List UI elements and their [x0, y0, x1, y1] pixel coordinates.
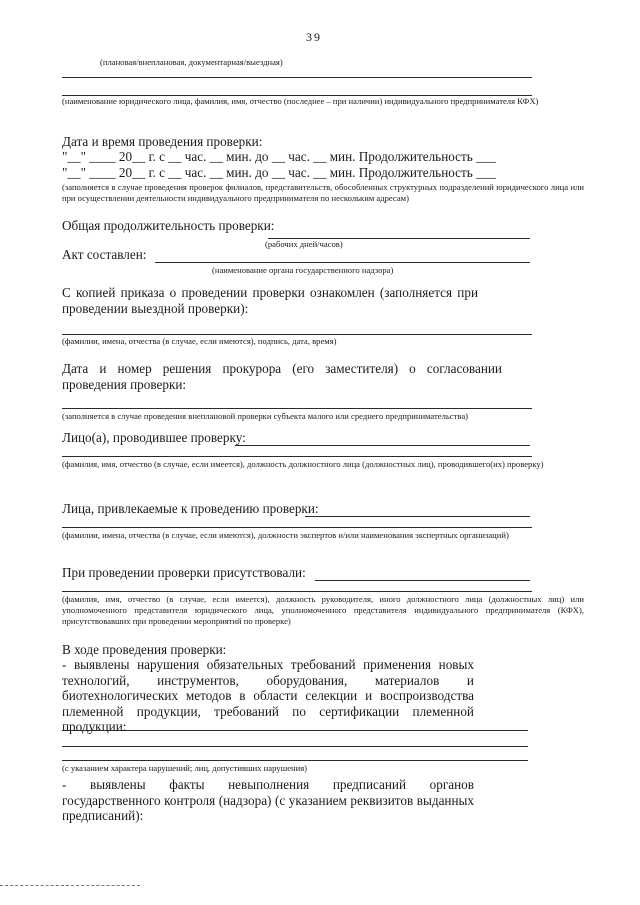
datetime-heading: Дата и время проведения проверки:: [62, 134, 263, 149]
blank-line: [155, 262, 530, 263]
inspector-caption: (фамилия, имя, отчество (в случае, если имеется), должность должностного лица (должностных лиц), проводившего(их) проверку): [62, 459, 544, 469]
blank-line: [235, 445, 530, 446]
findings-item-2: - выявлены факты невыполнения предписаний органов государственного контроля (надзора) (с указанием реквизитов выданных предписаний):: [62, 777, 474, 823]
prosecutor-text: Дата и номер решения прокурора (его заместителя) о согласовании проведения проверки:: [62, 361, 502, 392]
blank-line: [62, 77, 532, 78]
datetime-note: (заполняется в случае проведения проверок филиалов, представительств, обособленных структурных подразделений юридического лица или при осуществлении деятельности индивидуального предпринимателя по нескольким адресам): [62, 182, 584, 203]
prosecutor-caption: (заполняется в случае проведения внеплановой проверки субъекта малого или среднего предпринимательства): [62, 411, 468, 421]
involved-caption: (фамилии, имена, отчества (в случае, если имеются), должности экспертов и/или наименования экспертных организаций): [62, 530, 509, 540]
entity-name-caption: (наименование юридического лица, фамилия, имя, отчество (последнее – при наличии) индивидуального предпринимателя КФХ): [62, 96, 539, 106]
blank-line: [62, 730, 528, 731]
datetime-row-2: "__" ____ 20__ г. с __ час. __ мин. до __ час. __ мин. Продолжительность ___: [62, 165, 496, 180]
blank-line: [62, 591, 532, 592]
blank-line: [305, 516, 530, 517]
order-copy-text: С копией приказа о проведении проверки ознакомлен (заполняется при проведении выездной проверки):: [62, 285, 478, 316]
blank-line: [315, 580, 530, 581]
blank-line: [62, 334, 532, 335]
act-compiled-label: Акт составлен:: [62, 247, 147, 262]
blank-line: [62, 527, 532, 528]
blank-line: [62, 456, 532, 457]
blank-line: [62, 746, 528, 747]
blank-line: [62, 760, 528, 761]
findings-heading: В ходе проведения проверки:: [62, 642, 227, 657]
total-duration-caption: (рабочих дней/часов): [265, 239, 343, 249]
blank-line: [62, 408, 532, 409]
findings-item-1-caption: (с указанием характера нарушений; лиц, допустивших нарушения): [62, 763, 308, 773]
datetime-row-1: "__" ____ 20__ г. с __ час. __ мин. до __ час. __ мин. Продолжительность ___: [62, 149, 496, 164]
findings-item-1: - выявлены нарушения обязательных требований применения новых технологий, инструментов, оборудования, материалов и биотехнологических методов в области селекции и воспроизводства племенной продукции, требований по сертификации племенной продукции:: [62, 657, 474, 734]
involved-label: Лица, привлекаемые к проведению проверки:: [62, 501, 319, 516]
act-compiled-caption: (наименование органа государственного надзора): [212, 265, 394, 275]
inspector-label: Лицо(а), проводившее проверку:: [62, 430, 246, 445]
order-copy-caption: (фамилии, имена, отчества (в случае, если имеются), подпись, дата, время): [62, 336, 337, 346]
present-caption: (фамилия, имя, отчество (в случае, если имеется), должность руководителя, иного должностного лица (должностных лиц) или уполномоченного представителя юридического лица, уполномоченного представителя индивидуального предпринимателя (КФХ), присутствовавших при проведении мероприятий по проверке): [62, 594, 584, 626]
scan-artifact: [0, 885, 140, 886]
page-number: 39: [306, 30, 322, 44]
total-duration-label: Общая продолжительность проверки:: [62, 218, 275, 233]
inspection-type-caption: (плановая/внеплановая, документарная/выездная): [100, 57, 283, 67]
present-label: При проведении проверки присутствовали:: [62, 565, 306, 580]
